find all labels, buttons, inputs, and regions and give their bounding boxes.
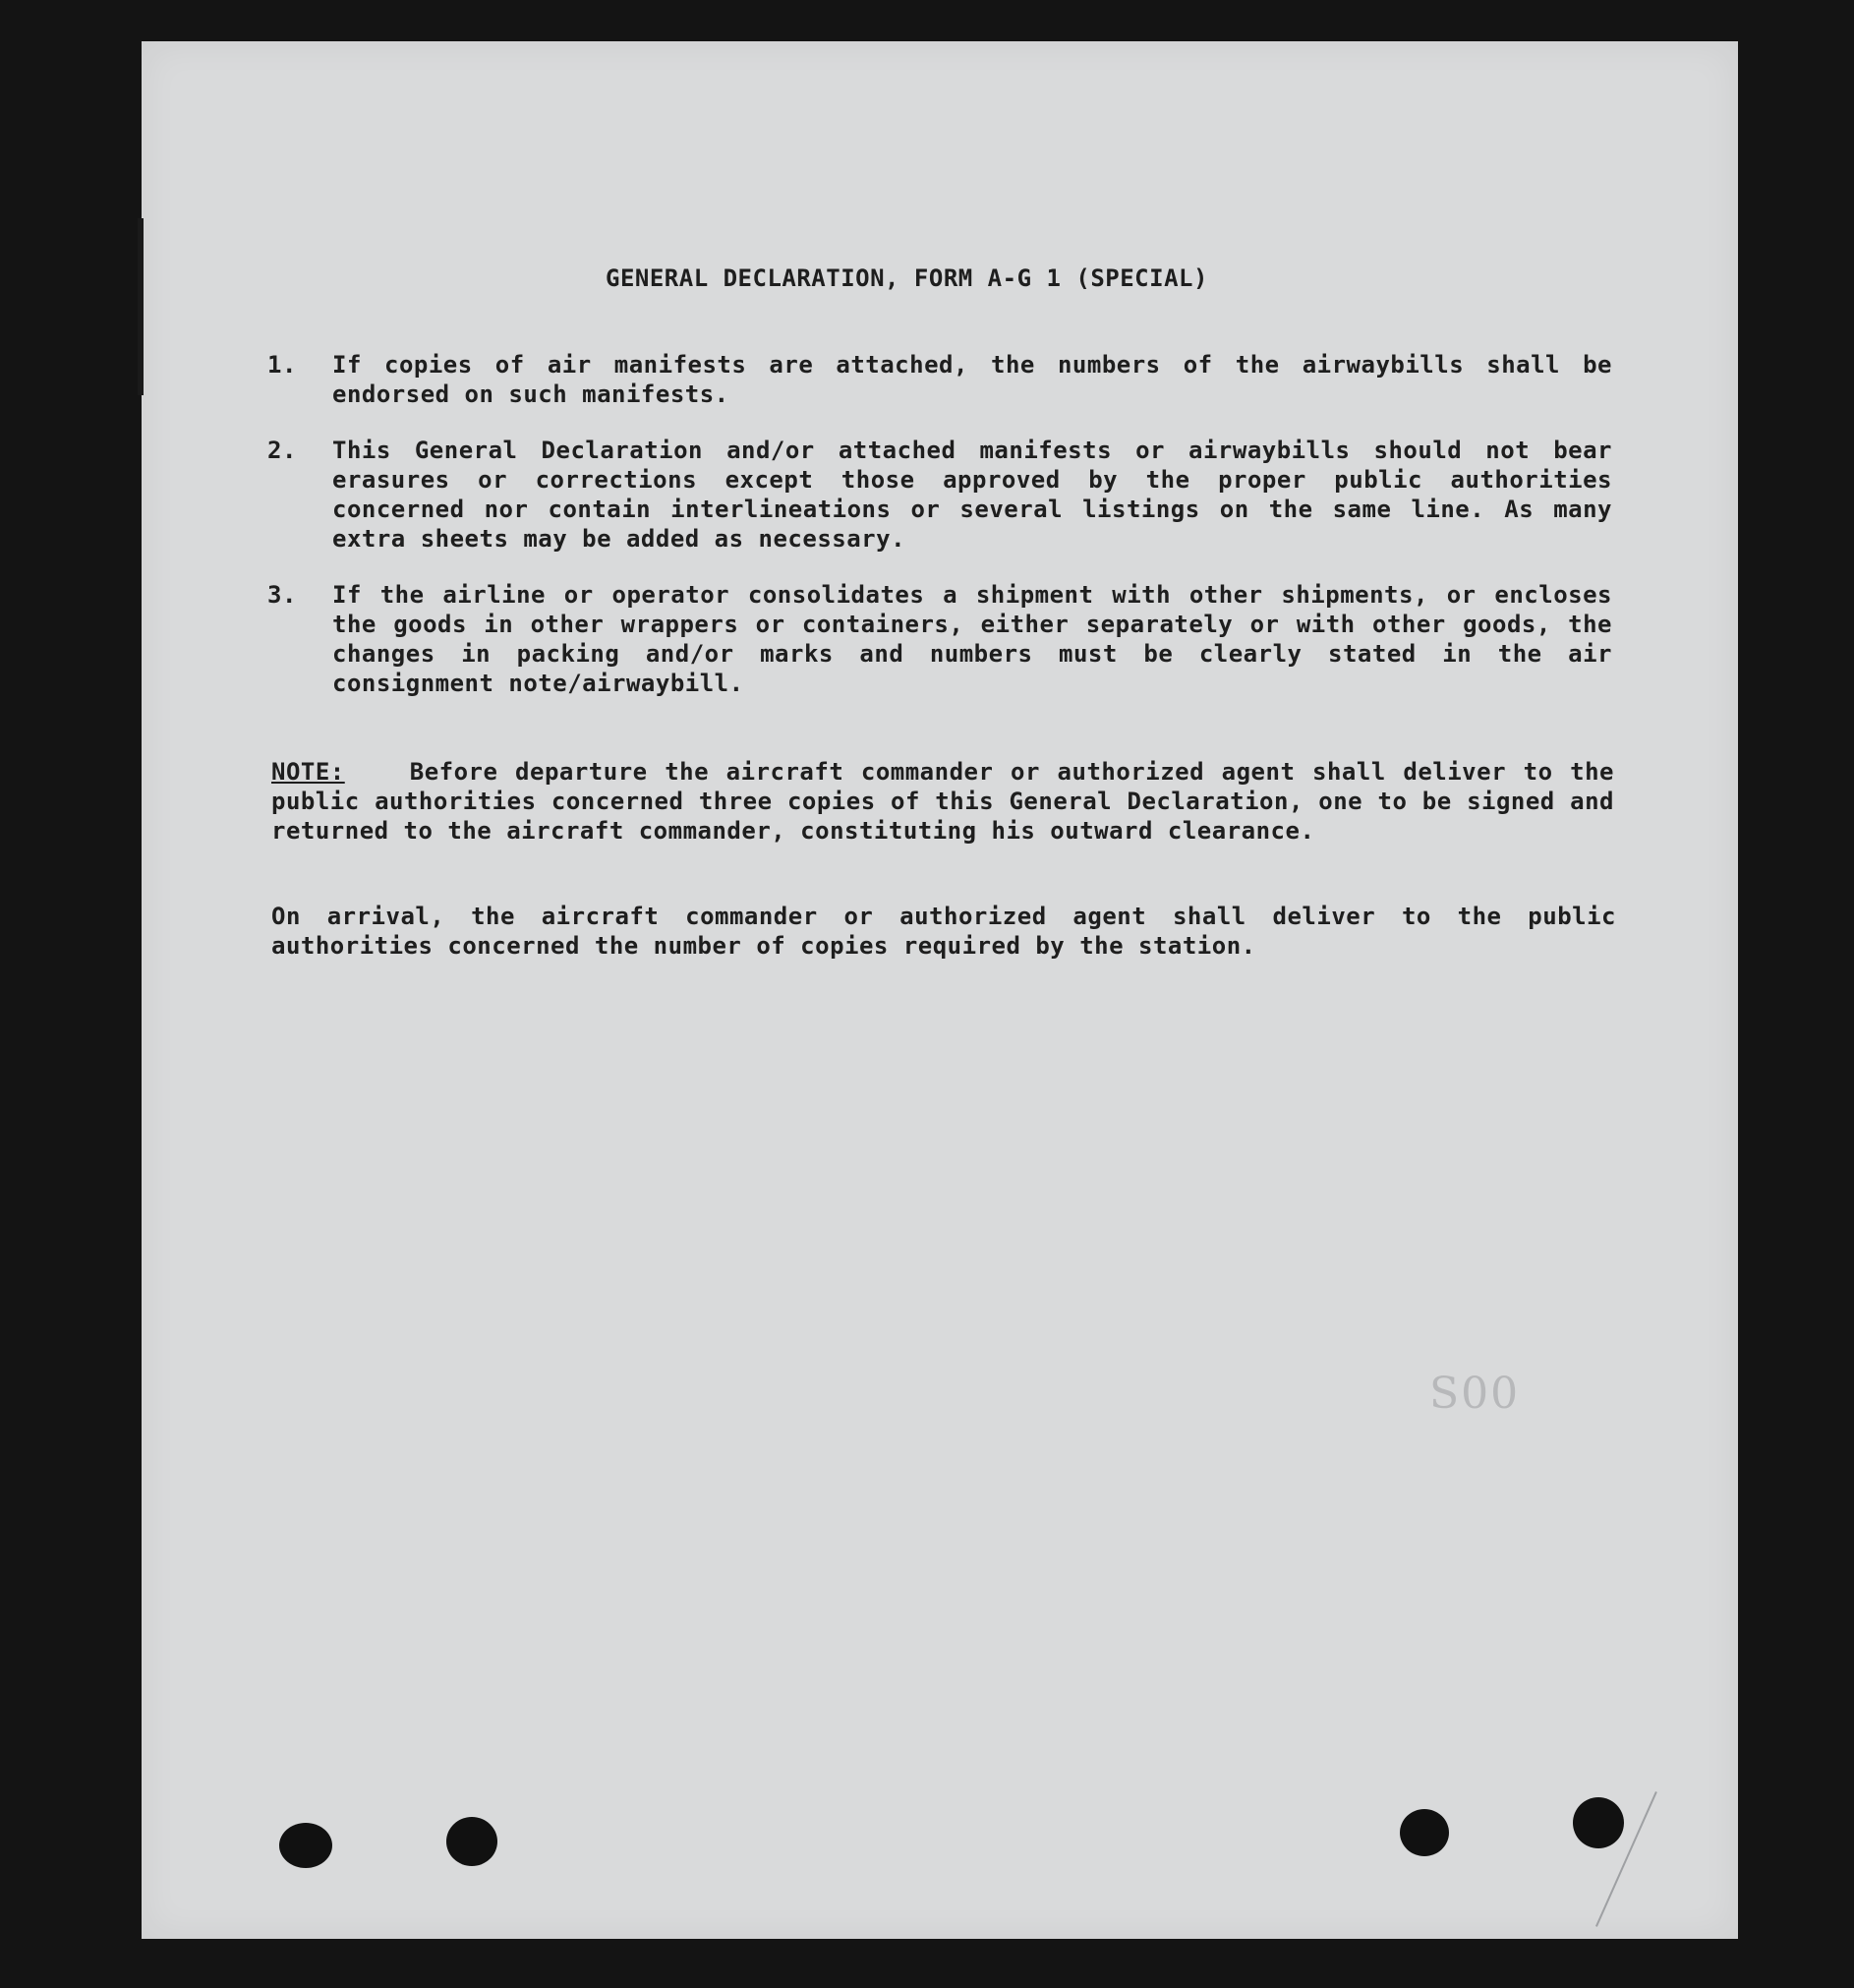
- item-text: This General Declaration and/or attached manifests or airwaybills should not bear erasures or corrections except those approved by the proper public authorities concerned nor contain interlineations or several listings on the same line. As many extra sheets may be added as necessary.: [332, 437, 1612, 553]
- page-edge-mark: [138, 218, 144, 395]
- faint-stamp: S00: [1429, 1369, 1521, 1419]
- item-text: If copies of air manifests are attached, the numbers of the airwaybills shall be endorsed on such manifests.: [332, 351, 1612, 408]
- note-text: Before departure the aircraft commander or authorized agent shall deliver to the public authorities concerned three copies of this General Declaration, one to be signed and returned to the aircraft commander, constituting his outward clearance.: [271, 758, 1614, 845]
- punch-hole: [1400, 1809, 1449, 1856]
- item-text: If the airline or operator consolidates a shipment with other shipments, or encloses the goods in other wrappers or containers, either separately or with other goods, the changes in packing and/or marks and numbers must be clearly stated in the air consignment note/airwaybill.: [332, 581, 1612, 697]
- document-page: [142, 41, 1738, 1939]
- arrival-paragraph: On arrival, the aircraft commander or authorized agent shall deliver to the public authorities concerned the number of copies required by the station.: [271, 903, 1616, 960]
- punch-hole: [446, 1817, 497, 1866]
- instruction-item-1: [267, 350, 1612, 409]
- item-number: 3.: [267, 581, 297, 609]
- document-title: GENERAL DECLARATION, FORM A-G 1 (SPECIAL): [606, 264, 1208, 292]
- punch-hole: [279, 1823, 332, 1868]
- item-number: 2.: [267, 437, 297, 464]
- note-paragraph: [271, 757, 1614, 846]
- instruction-item-2: [267, 436, 1612, 554]
- item-number: 1.: [267, 351, 297, 379]
- punch-hole: [1573, 1797, 1624, 1848]
- note-label: NOTE:: [271, 758, 345, 786]
- instruction-item-3: [267, 580, 1612, 698]
